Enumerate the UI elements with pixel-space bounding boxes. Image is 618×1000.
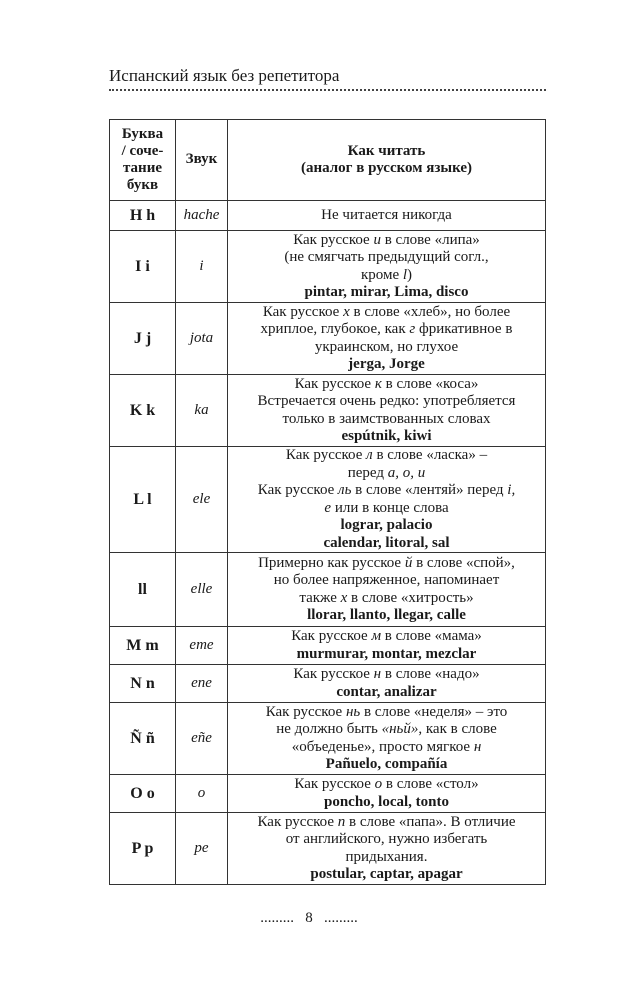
examples: espútnik, kiwi: [341, 428, 432, 444]
description-text: ): [407, 266, 413, 283]
description-text: Как русское: [265, 703, 346, 720]
table-row: [110, 553, 546, 627]
description-cell: [228, 201, 546, 231]
italic-letter: г: [409, 321, 416, 337]
italic-letter: н: [473, 738, 482, 755]
header-divider: [109, 89, 546, 91]
description-text: но более напряженное, напоминает: [273, 572, 500, 588]
sound-cell: hache: [176, 201, 228, 231]
table-row: [110, 775, 546, 813]
header-text-line: букв: [126, 177, 159, 193]
description-text: Как русское: [257, 482, 339, 498]
table-row: [110, 813, 546, 885]
header-text-line: тание: [123, 160, 162, 176]
description-cell: [228, 303, 546, 375]
table-header-row: [110, 120, 546, 201]
description-text: украинском, но глухое: [314, 338, 459, 355]
description-line: [232, 207, 541, 225]
letter-cell: ll: [110, 553, 176, 627]
description-cell: [228, 447, 546, 553]
page-number: 8: [305, 910, 313, 926]
examples: contar, analizar: [336, 683, 437, 700]
header-text-line: Как читать: [347, 142, 426, 159]
italic-letter: л: [366, 447, 373, 463]
italic-letter: i,: [507, 482, 516, 498]
description-text: в слове «спой»,: [412, 554, 515, 571]
description-text: Как русское: [294, 375, 375, 392]
description-line: [232, 482, 541, 500]
letter-cell: P p: [110, 813, 176, 885]
description-cell: [228, 231, 546, 303]
description-cell: [228, 553, 546, 627]
description-line: [232, 500, 541, 518]
italic-letter: н: [373, 666, 382, 682]
header-letter: [110, 120, 176, 201]
examples: lograr, palacio: [340, 517, 433, 533]
italic-letter: х: [343, 303, 350, 320]
sound-cell: o: [176, 775, 228, 813]
italic-letter: о: [374, 776, 383, 792]
description-line: [232, 849, 541, 867]
description-text: в слове «хитрость»: [347, 589, 474, 606]
italic-letter: e: [324, 499, 332, 516]
italic-letter: й: [404, 554, 413, 571]
description-cell: [228, 703, 546, 775]
italic-letter: и: [373, 231, 381, 248]
sound-cell: jota: [176, 303, 228, 375]
description-text: Как русское: [285, 447, 367, 463]
description-text: в слове «коса»: [381, 375, 479, 392]
description-text: Не читается никогда: [321, 206, 452, 223]
description-line: [232, 267, 541, 285]
header-text-line: Звук: [185, 151, 218, 168]
description-text: хриплое, глубокое, как: [260, 321, 410, 337]
sound-cell: pe: [176, 813, 228, 885]
italic-letter: нь: [345, 703, 361, 720]
header-text-line: (аналог в русском языке): [301, 160, 472, 176]
description-text: Как русское: [291, 628, 372, 644]
description-text: в слове «папа». В отличие: [345, 813, 516, 830]
description-text: Как русское: [294, 776, 375, 792]
header-text-line: Буква: [121, 126, 164, 142]
table-row: [110, 303, 546, 375]
letter-cell: L l: [110, 447, 176, 553]
table-row: [110, 201, 546, 231]
description-line: [232, 411, 541, 429]
examples: pintar, mirar, Lima, disco: [304, 284, 469, 300]
description-text: , как в слове: [418, 721, 497, 737]
description-line: [232, 304, 541, 322]
description-line: [232, 339, 541, 357]
description-line: [232, 739, 541, 757]
description-text: перед: [347, 464, 388, 481]
description-line: [232, 628, 541, 646]
table-row: [110, 231, 546, 303]
description-line: [232, 572, 541, 590]
table-row: [110, 447, 546, 553]
description-text: фрикативное в: [415, 321, 513, 337]
sound-cell: eme: [176, 627, 228, 665]
italic-letter: к: [374, 375, 382, 392]
description-line: [232, 555, 541, 573]
examples: jerga, Jorge: [348, 356, 425, 372]
italic-letter: l: [402, 266, 408, 283]
description-line: [232, 721, 541, 739]
description-text: кроме: [360, 266, 403, 283]
examples: llorar, llanto, llegar, calle: [307, 607, 466, 623]
page-number-footer: [0, 910, 618, 927]
description-line: [232, 704, 541, 722]
description-text: также: [299, 589, 341, 606]
description-text: Примерно как русское: [258, 554, 405, 571]
italic-letter: м: [371, 628, 382, 644]
description-text: только в заимствованных словах: [282, 410, 491, 427]
header-how-to-read: [228, 120, 546, 201]
letter-cell: M m: [110, 627, 176, 665]
description-cell: [228, 665, 546, 703]
description-text: «объеденье», просто мягкое: [291, 738, 474, 755]
description-line: [232, 465, 541, 483]
letter-cell: Ñ ñ: [110, 703, 176, 775]
description-line: [232, 321, 541, 339]
running-head: Испанский язык без репетитора: [109, 66, 340, 85]
italic-letter: п: [337, 813, 346, 830]
description-text: Как русское: [257, 813, 338, 830]
description-text: в слове «неделя» – это: [360, 703, 508, 720]
letter-cell: K k: [110, 375, 176, 447]
description-text: в слове «мама»: [381, 628, 482, 644]
examples: postular, captar, apagar: [310, 866, 463, 882]
description-text: Встречается очень редко: употребляется: [257, 393, 516, 409]
italic-letter: a, o, u: [387, 464, 426, 481]
description-cell: [228, 775, 546, 813]
table-row: [110, 665, 546, 703]
description-text: или в конце слова: [331, 499, 449, 516]
table-row: [110, 703, 546, 775]
description-line: [232, 232, 541, 250]
letter-cell: O o: [110, 775, 176, 813]
description-text: придыхания.: [345, 848, 428, 865]
footer-dots-left: .........: [260, 910, 294, 926]
sound-cell: i: [176, 231, 228, 303]
table-row: [110, 375, 546, 447]
description-line: [232, 376, 541, 394]
letter-cell: H h: [110, 201, 176, 231]
description-text: в слове «ласка» –: [372, 447, 488, 463]
description-line: [232, 814, 541, 832]
italic-letter: «ньй»: [381, 721, 419, 737]
description-text: Как русское: [262, 303, 344, 320]
examples: Pañuelo, compañía: [325, 756, 448, 772]
description-text: Как русское: [293, 231, 374, 248]
sound-cell: ele: [176, 447, 228, 553]
description-text: в слове «лентяй» перед: [351, 482, 508, 498]
description-line: [232, 776, 541, 794]
description-text: от английского, нужно избегать: [285, 831, 488, 847]
header-text-line: / соче-: [121, 143, 164, 159]
description-line: [232, 249, 541, 267]
table-row: [110, 627, 546, 665]
italic-letter: х: [340, 589, 348, 606]
sound-cell: eñe: [176, 703, 228, 775]
description-cell: [228, 627, 546, 665]
description-cell: [228, 375, 546, 447]
footer-dots-right: .........: [324, 910, 358, 926]
examples: poncho, local, tonto: [323, 793, 449, 810]
description-text: в слове «липа»: [380, 231, 480, 248]
description-line: [232, 447, 541, 465]
description-line: [232, 590, 541, 608]
italic-letter: ль: [338, 482, 352, 498]
description-line: [232, 666, 541, 684]
header-sound: [176, 120, 228, 201]
sound-cell: ka: [176, 375, 228, 447]
description-text: в слове «надо»: [381, 666, 480, 682]
alphabet-table: [109, 119, 546, 885]
examples: calendar, litoral, sal: [323, 534, 450, 551]
sound-cell: elle: [176, 553, 228, 627]
letter-cell: J j: [110, 303, 176, 375]
description-text: в слове «стол»: [382, 776, 479, 792]
description-line: [232, 831, 541, 849]
letter-cell: N n: [110, 665, 176, 703]
description-text: (не смягчать предыдущий согл.,: [284, 249, 489, 265]
sound-cell: ene: [176, 665, 228, 703]
description-text: в слове «хлеб», но более: [349, 303, 511, 320]
description-text: не должно быть: [276, 721, 382, 737]
description-text: Как русское: [293, 666, 374, 682]
examples: murmurar, montar, mezclar: [296, 645, 477, 662]
letter-cell: I i: [110, 231, 176, 303]
description-line: [232, 393, 541, 411]
description-cell: [228, 813, 546, 885]
